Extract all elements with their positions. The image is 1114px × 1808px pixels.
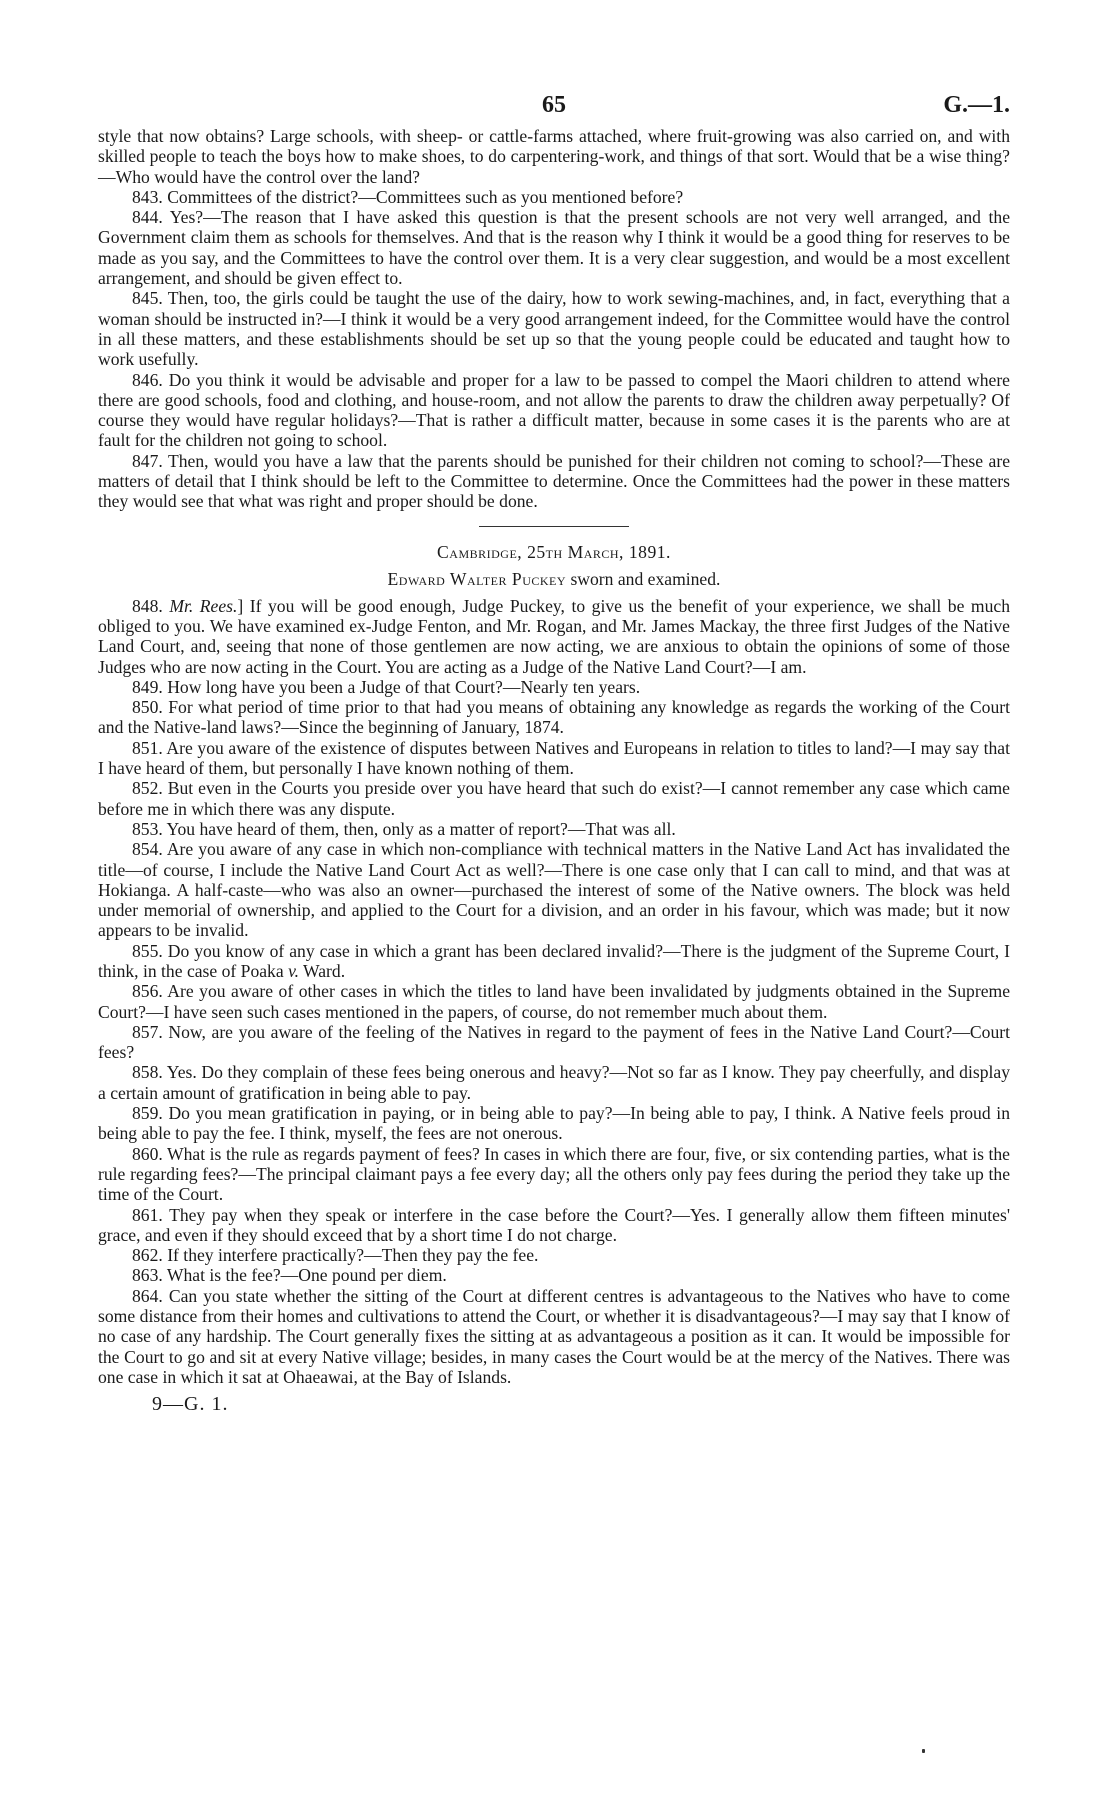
paragraph-855 — [98, 941, 1010, 982]
paragraph-864: 864. Can you state whether the sitting of the Court at different centres is advantageous to the Natives who have to come some distance from their homes and cultivations to attend the Court, or whether it is disadvantageous?—I may say that I know of no case of any hardship. The Court generally fixes the sitting at as advantageous a position as it can. It would be impossible for the Court to go and sit at every Native village; besides, in many cases the Court would be at the mercy of the Natives. There was one case in which it sat at Ohaeawai, at the Bay of Islands. — [98, 1285, 1010, 1387]
paragraph-862: 862. If they interfere practically?—Then they pay the fee. — [132, 1245, 539, 1266]
paragraph-855-text: 855. Do you know of any case in which a grant has been declared invalid?—There is the judgment of the Supreme Court, I think, in the case of Poaka — [98, 940, 1010, 981]
paragraph-863: 863. What is the fee?—One pound per diem. — [132, 1265, 447, 1286]
paragraph-844: 844. Yes?—The reason that I have asked this question is that the present schools are not very well arranged, and the Government claim them as schools for themselves. And that is the reason why I think it would be a good thing for reserves to be made as you say, and the Committees to have the control over them. It is a very clear suggestion, and would be a most excellent arrangement, and should be given effect to. — [98, 207, 1010, 289]
printer-signature: 9—G. 1. — [152, 1393, 229, 1416]
continued-testimony — [98, 126, 1010, 512]
ink-speck — [922, 1749, 925, 1753]
paragraph-861: 861. They pay when they speak or interfere in the case before the Court?—Yes. I generally allow them fifteen minutes' grace, and even if they should exceed that by a short time I do not charge. — [98, 1204, 1010, 1245]
document-reference: G.—1. — [943, 92, 1010, 118]
section-divider — [479, 526, 629, 527]
new-testimony — [98, 596, 1010, 1388]
case-versus: v. — [288, 960, 299, 981]
page-number: 65 — [542, 92, 566, 118]
paragraph-855-end: Ward. — [298, 960, 346, 981]
paragraph-852: 852. But even in the Courts you preside over you have heard that such do exist?—I cannot remember any case which came before me in which there was any dispute. — [98, 778, 1010, 819]
paragraph-848-number: 848. — [132, 595, 170, 616]
paragraph-850: 850. For what period of time prior to that had you means of obtaining any knowledge as regards the working of the Court and the Native-land laws?—Since the beginning of January, 1874. — [98, 697, 1010, 738]
page-header — [98, 92, 1010, 126]
witness-sworn-text: sworn and examined. — [566, 568, 721, 589]
paragraph-859: 859. Do you mean gratification in paying, or in being able to pay?—In being able to pay, I think. A Native feels proud in being able to pay the fee. I think, myself, the fees are not onerous. — [98, 1103, 1010, 1144]
paragraph-851: 851. Are you aware of the existence of disputes between Natives and Europeans in relation to titles to land?—I may say that I have heard of them, but personally I have known nothing of them. — [98, 737, 1010, 779]
paragraph-854: 854. Are you aware of any case in which non-compliance with technical matters in the Native Land Act has invalidated the title—of course, I include the Native Land Court Act as well?—There is one case only that I can call to mind, and that was at Hokianga. A half-caste—who was also an owner—purchased the interest of some of the Native owners. The block was held under memorial of ownership, and applied to the Court for a division, and an order in his favour, which was made; but it now appears to be invalid. — [98, 839, 1010, 941]
paragraph-845: 845. Then, too, the girls could be taught the use of the dairy, how to work sewing-machines, and, in fact, everything that a woman should be instructed in?—I think it would be a very good arrangement indeed, for the Committee would have the control in all these matters, and these establishments should be set up so that the young people could be educated and taught how to work usefully. — [98, 288, 1010, 370]
speaker-name: Mr. Rees. — [169, 595, 238, 616]
session-dateline: Cambridge, 25th March, 1891. — [437, 541, 671, 562]
paragraph-848 — [98, 596, 1010, 677]
paragraph-857: 857. Now, are you aware of the feeling of the Natives in regard to the payment of fees in the Native Land Court?—Court fees? — [98, 1021, 1010, 1063]
witness-heading — [98, 568, 1010, 590]
paragraph-860: 860. What is the rule as regards payment of fees? In cases in which there are four, five, or six contending parties, what is the rule regarding fees?—The principal claimant pays a fee every day; all the others only pay fees during the period they take up the time of the Court. — [98, 1143, 1010, 1205]
paragraph-843: 843. Committees of the district?—Committees such as you mentioned before? — [132, 186, 684, 207]
paragraph-856: 856. Are you aware of other cases in which the titles to land have been invalidated by judgments obtained in the Supreme Court?—I have seen such cases mentioned in the papers, of course, do not remember much about them. — [98, 981, 1010, 1022]
paragraph-858: 858. Yes. Do they complain of these fees being onerous and heavy?—Not so far as I know. They pay cheerfully, and display a certain amount of gratification in being able to pay. — [98, 1062, 1010, 1103]
document-page — [98, 92, 1010, 1416]
paragraph-848-text: ] If you will be good enough, Judge Puckey, to give us the benefit of your experience, we shall be much obliged to you. We have examined ex-Judge Fenton, and Mr. Rogan, and Mr. James Mackay, the three first Judges of the Native Land Court, and, seeing that none of those gentlemen are now acting, we are anxious to obtain the opinions of some of those Judges who are now acting in the Court. You are acting as a Judge of the Native Land Court?—I am. — [98, 595, 1010, 677]
paragraph-853: 853. You have heard of them, then, only as a matter of report?—That was all. — [132, 818, 676, 839]
witness-name: Edward Walter Puckey — [387, 568, 567, 589]
paragraph-846: 846. Do you think it would be advisable and proper for a law to be passed to compel the Maori children to attend where there are good schools, food and clothing, and house-room, and not allow the parents to draw the children away perpetually? Of course they would have regular holidays?—That is rather a difficult matter, because in some cases it is the parents who are at fault for the children not going to school. — [98, 369, 1010, 451]
paragraph-849: 849. How long have you been a Judge of that Court?—Nearly ten years. — [132, 676, 641, 697]
paragraph-847: 847. Then, would you have a law that the parents should be punished for their children not coming to school?—These are matters of detail that I think should be left to the Committee to determine. Once the Committees had the power in these matters they would see that what was right and proper should be done. — [98, 450, 1010, 512]
paragraph-continuation: style that now obtains? Large schools, with sheep- or cattle-farms attached, where fruit-growing was also carried on, and with skilled people to teach the boys how to make shoes, to do carpentering-work, and things of that sort. Would that be a wise thing?—Who would have the control over the land? — [98, 126, 1010, 187]
